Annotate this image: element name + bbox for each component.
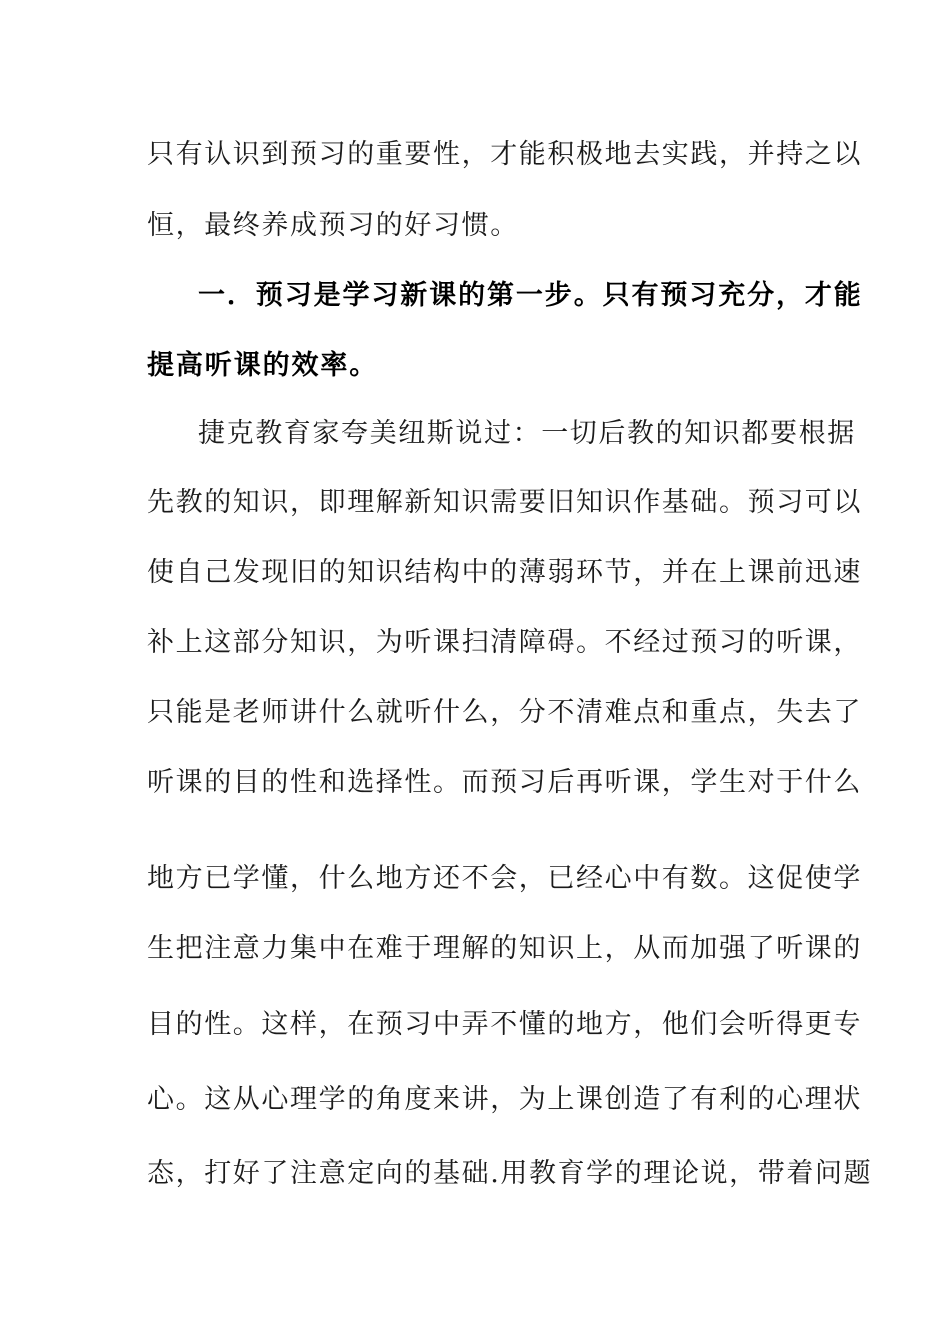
paragraph-line: 目的性。这样，在预习中弄不懂的地方，他们会听得更专 — [147, 1009, 862, 1040]
paragraph-line: 捷克教育家夸美纽斯说过：一切后教的知识都要根据 — [198, 418, 856, 449]
paragraph-line: 态，打好了注意定向的基础.用教育学的理论说，带着问题 — [147, 1158, 873, 1189]
section-heading-line: 提高听课的效率。 — [147, 350, 379, 381]
paragraph-line: 恒，最终养成预习的好习惯。 — [147, 210, 519, 241]
section-heading-line: 一．预习是学习新课的第一步。只有预习充分，才能 — [198, 280, 863, 311]
paragraph-line: 只有认识到预习的重要性，才能积极地去实践，并持之以 — [147, 139, 862, 170]
paragraph-line: 使自己发现旧的知识结构中的薄弱环节，并在上课前迅速 — [147, 557, 862, 588]
paragraph-line: 生把注意力集中在难于理解的知识上，从而加强了听课的 — [147, 933, 862, 964]
paragraph-line: 只能是老师讲什么就听什么，分不清难点和重点，失去了 — [147, 697, 862, 728]
paragraph-line: 地方已学懂，什么地方还不会，已经心中有数。这促使学 — [147, 863, 862, 894]
paragraph-line: 先教的知识，即理解新知识需要旧知识作基础。预习可以 — [147, 487, 862, 518]
paragraph-line: 补上这部分知识，为听课扫清障碍。不经过预习的听课， — [147, 627, 862, 658]
paragraph-line: 听课的目的性和选择性。而预习后再听课，学生对于什么 — [147, 767, 862, 798]
paragraph-line: 心。这从心理学的角度来讲，为上课创造了有利的心理状 — [147, 1084, 862, 1115]
